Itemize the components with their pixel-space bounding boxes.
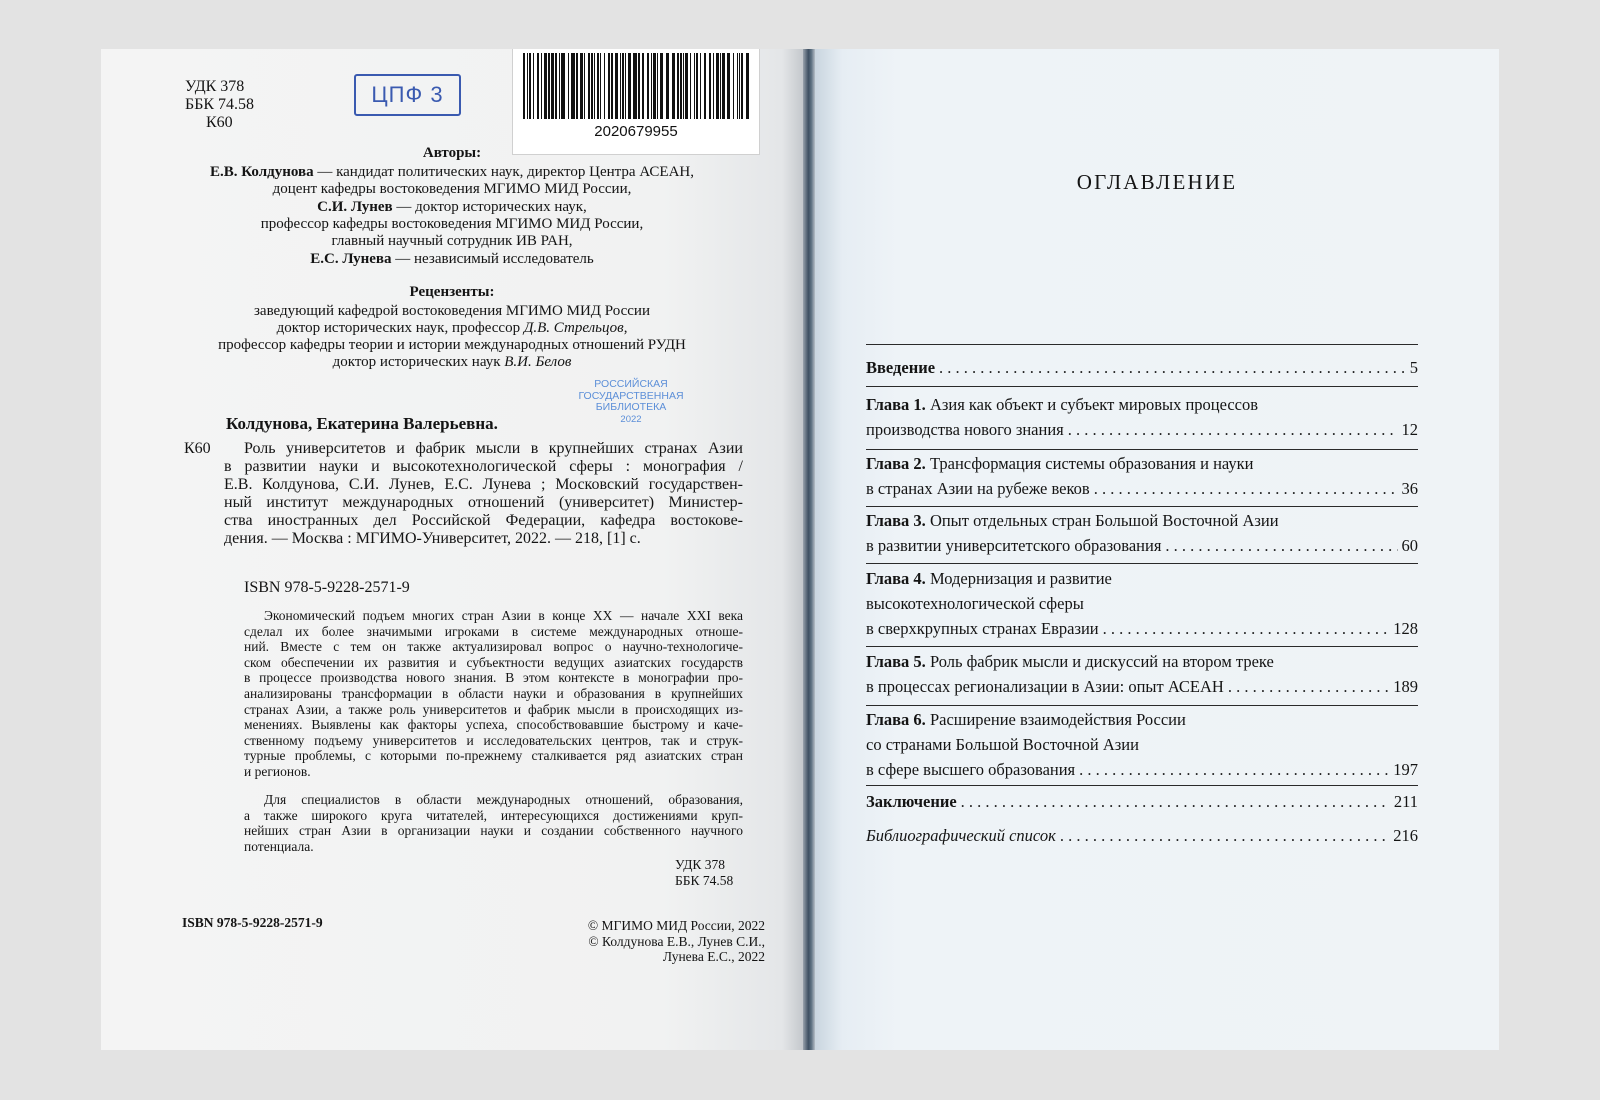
- toc-rule: [866, 646, 1418, 647]
- toc-entry-title-last: в сверхкрупных странах Евразии: [866, 619, 1099, 638]
- cpf-stamp: ЦПФ 3: [354, 74, 461, 116]
- barcode-icon: [523, 53, 749, 119]
- toc-entry-label: Введение: [866, 358, 936, 377]
- right-page: [815, 49, 1499, 1050]
- toc-entry-label: Глава 4.: [866, 569, 926, 588]
- copyright-block: [525, 918, 765, 965]
- bib-line-6: дения. — Москва : МГИМО-Университет, 2022. — 218, [1] с.: [224, 530, 641, 547]
- toc-entry-label: Глава 5.: [866, 652, 926, 671]
- toc-page-number: 189: [1393, 677, 1418, 696]
- bib-line-3: Е.В. Колдунова, С.И. Лунев, Е.С. Лунева ; Московский государствен-: [224, 476, 743, 493]
- toc-entry-title: Трансформация системы образования и науки: [925, 454, 1254, 473]
- toc-leader-dots: [1068, 420, 1398, 440]
- classification-codes: [185, 78, 275, 132]
- left-page: [101, 49, 803, 1050]
- toc-rule: [866, 705, 1418, 706]
- toc-leader-dots: [1079, 760, 1389, 780]
- bibliographic-description: [224, 440, 743, 548]
- toc-entry-label: Глава 2.: [866, 454, 926, 473]
- library-stamp: [566, 379, 696, 425]
- abstract-line: анализированы трансформации в области науки и образования в крупнейших: [244, 685, 743, 701]
- audience-line: потенциала.: [244, 838, 314, 854]
- bottom-bbk-code: ББК 74.58: [675, 872, 734, 888]
- author-3-desc: — независимый исследователь: [391, 251, 594, 267]
- toc-entry-title: Азия как объект и субъект мировых процессов: [925, 395, 1259, 414]
- toc-entry-title-last: в развитии университетского образования: [866, 536, 1162, 555]
- abstract-line: турные проблемы, с которыми по-прежнему сталкивается ряд азиатских стран: [244, 748, 743, 764]
- author-2: [101, 199, 803, 250]
- toc-entry-chapter-1: [866, 395, 1418, 440]
- toc-entry-chapter-4: [866, 569, 1418, 639]
- toc-page-number: 197: [1393, 760, 1418, 779]
- barcode-label: [512, 49, 760, 155]
- abstract: [244, 608, 743, 780]
- toc-entry-label: Глава 3.: [866, 511, 926, 530]
- toc-entry-bibliography: [866, 826, 1418, 846]
- audience-line: нейших стран Азии в организации науки и создании собственного научного: [244, 823, 743, 839]
- reviewer-2-name: В.И. Белов: [504, 354, 572, 370]
- author-mark: К60: [206, 114, 233, 131]
- udk-code: УДК 378: [185, 78, 245, 95]
- authors-heading: Авторы:: [422, 145, 482, 161]
- toc-entry-title: со странами Большой Восточной Азии: [866, 735, 1139, 754]
- toc-leader-dots: [939, 358, 1406, 378]
- author-2-name: С.И. Лунев: [317, 199, 393, 215]
- toc-page-number: 5: [1409, 358, 1418, 377]
- toc-entry-label: Глава 6.: [866, 710, 926, 729]
- reviewer-1-line: заведующий кафедрой востоковедения МГИМО МИД России: [253, 303, 650, 319]
- toc-rule: [866, 785, 1418, 786]
- author-2-desc: — доктор исторических наук,: [392, 199, 587, 215]
- bottom-udk-code: УДК 378: [675, 857, 726, 872]
- audience-line: а также широкого круга читателей, интересующихся достижениями круп-: [244, 807, 743, 823]
- toc-entry-title: Роль фабрик мысли и дискуссий на втором треке: [925, 652, 1274, 671]
- bib-line-4: ный институт международных отношений (университет) Министер-: [224, 494, 743, 511]
- toc-entry-title: высокотехнологической сферы: [866, 594, 1084, 613]
- abstract-line: менениях. Выявлены как факторы успеха, способствовавшие быстрому и каче-: [244, 717, 743, 733]
- toc-entry-title-last: в процессах регионализации в Азии: опыт АСЕАН: [866, 677, 1224, 696]
- audience-line: Для специалистов в области международных отношений, образования,: [264, 792, 743, 807]
- library-stamp-line-1: РОССИЙСКАЯ: [594, 378, 668, 390]
- toc-page-number: 12: [1401, 420, 1418, 439]
- toc-entry-chapter-2: [866, 454, 1418, 499]
- reviewer-1-comma: ,: [623, 320, 628, 336]
- bottom-codes: [675, 857, 733, 888]
- abstract-line: и регионов.: [244, 763, 311, 779]
- toc-rule: [866, 386, 1418, 387]
- isbn-bottom: ISBN 978-5-9228-2571-9: [182, 915, 323, 930]
- reviewer-1-name: Д.В. Стрельцов: [523, 320, 624, 336]
- reviewer-1-degree: доктор исторических наук, профессор: [276, 320, 524, 336]
- abstract-line: Экономический подъем многих стран Азии в конце XX — начале XXI века: [264, 608, 743, 623]
- abstract-line: в процессе производства нового знания. В этом контексте в монографии про-: [244, 670, 743, 686]
- toc-leader-dots: [1094, 479, 1398, 499]
- bib-line-1: Роль университетов и фабрик мысли в крупнейших странах Азии: [244, 440, 743, 457]
- toc-entry-label: Библиографический список: [866, 826, 1056, 845]
- author-1-desc-2: доцент кафедры востоковедения МГИМО МИД России,: [272, 181, 632, 197]
- reviewer-2-degree: доктор исторических наук: [332, 354, 505, 370]
- toc-entry-chapter-3: [866, 511, 1418, 556]
- author-2-desc-3: главный научный сотрудник ИВ РАН,: [331, 233, 573, 249]
- toc-leader-dots: [1228, 677, 1389, 697]
- toc-entry-label: Глава 1.: [866, 395, 926, 414]
- book-gutter: [803, 49, 815, 1050]
- call-code: К60: [184, 440, 211, 457]
- reviewer-2-line: профессор кафедры теории и истории международных отношений РУДН: [218, 337, 686, 353]
- abstract-line: сделал их более значимыми игроками в системе международных отноше-: [244, 623, 743, 639]
- author-1: [101, 164, 803, 198]
- toc-page-number: 36: [1401, 479, 1418, 498]
- author-2-desc-2: профессор кафедры востоковедения МГИМО МИД России,: [260, 216, 644, 232]
- bib-line-5: ства иностранных дел Российской Федерации, кафедра востокове-: [224, 512, 743, 529]
- toc-entry-chapter-6: [866, 710, 1418, 780]
- toc-rule: [866, 506, 1418, 507]
- copyright-line-1: © МГИМО МИД России, 2022: [587, 918, 765, 933]
- abstract-line: ственному подъему университетов и исследовательских центров, так и струк-: [244, 732, 743, 748]
- author-1-name: Е.В. Колдунова: [210, 164, 314, 180]
- toc-leader-dots: [1060, 826, 1389, 846]
- toc-title: ОГЛАВЛЕНИЕ: [1076, 170, 1238, 194]
- bib-line-2: в развитии науки и высокотехнологической сферы : монография /: [224, 458, 743, 475]
- book-spread: [101, 49, 1499, 1050]
- toc-entry-title: Модернизация и развитие: [925, 569, 1112, 588]
- toc-top-rule: [866, 344, 1418, 345]
- library-stamp-line-2: ГОСУДАРСТВЕННАЯ: [578, 389, 684, 402]
- abstract-line: странах Азии, а также роль университетов и фабрик мысли в происходящих из-: [244, 701, 743, 717]
- abstract-line: ний. Вместе с тем он также актуализировал вопрос о научно-технологиче-: [244, 639, 743, 655]
- toc-entry-title-last: в странах Азии на рубеже веков: [866, 479, 1090, 498]
- reviewers-list: [101, 303, 803, 371]
- toc-leader-dots: [961, 792, 1390, 812]
- bbk-code: ББК 74.58: [185, 96, 255, 113]
- toc-page-number: 216: [1393, 826, 1418, 845]
- library-stamp-line-3: БИБЛИОТЕКА: [595, 401, 667, 413]
- toc-leader-dots: [1103, 619, 1390, 639]
- toc-entry-title: Опыт отдельных стран Большой Восточной Азии: [925, 511, 1279, 530]
- reviewers-heading: Рецензенты:: [409, 284, 495, 300]
- copyright-line-3: Лунева Е.С., 2022: [662, 949, 765, 965]
- toc-entry-chapter-5: [866, 652, 1418, 697]
- toc-rule: [866, 449, 1418, 450]
- toc-leader-dots: [1165, 536, 1397, 556]
- abstract-line: ском обеспечении их развития и субъектности ведущих азиатских государств: [244, 654, 743, 670]
- author-3: [101, 251, 803, 268]
- copyright-line-2: © Колдунова Е.В., Лунев С.И.,: [588, 933, 765, 949]
- author-1-desc: — кандидат политических наук, директор Центра АСЕАН,: [313, 164, 694, 180]
- audience-note: [244, 792, 743, 854]
- toc-entry-title: Расширение взаимодействия России: [925, 710, 1186, 729]
- toc-rule: [866, 563, 1418, 564]
- toc-page-number: 60: [1401, 536, 1418, 555]
- barcode-number: 2020679955: [594, 123, 678, 140]
- toc-entry-introduction: [866, 358, 1418, 378]
- author-3-name: Е.С. Лунева: [310, 251, 392, 267]
- toc-page-number: 128: [1393, 619, 1418, 638]
- isbn-line: ISBN 978-5-9228-2571-9: [244, 579, 410, 596]
- toc-entry-title-last: производства нового знания: [866, 420, 1064, 439]
- toc-page-number: 211: [1393, 792, 1418, 811]
- toc-entry-conclusion: [866, 792, 1418, 812]
- toc-entry-label: Заключение: [866, 792, 957, 811]
- toc-entry-title-last: в сфере высшего образования: [866, 760, 1076, 779]
- library-stamp-year: 2022: [620, 413, 642, 425]
- main-author: Колдунова, Екатерина Валерьевна.: [226, 414, 498, 433]
